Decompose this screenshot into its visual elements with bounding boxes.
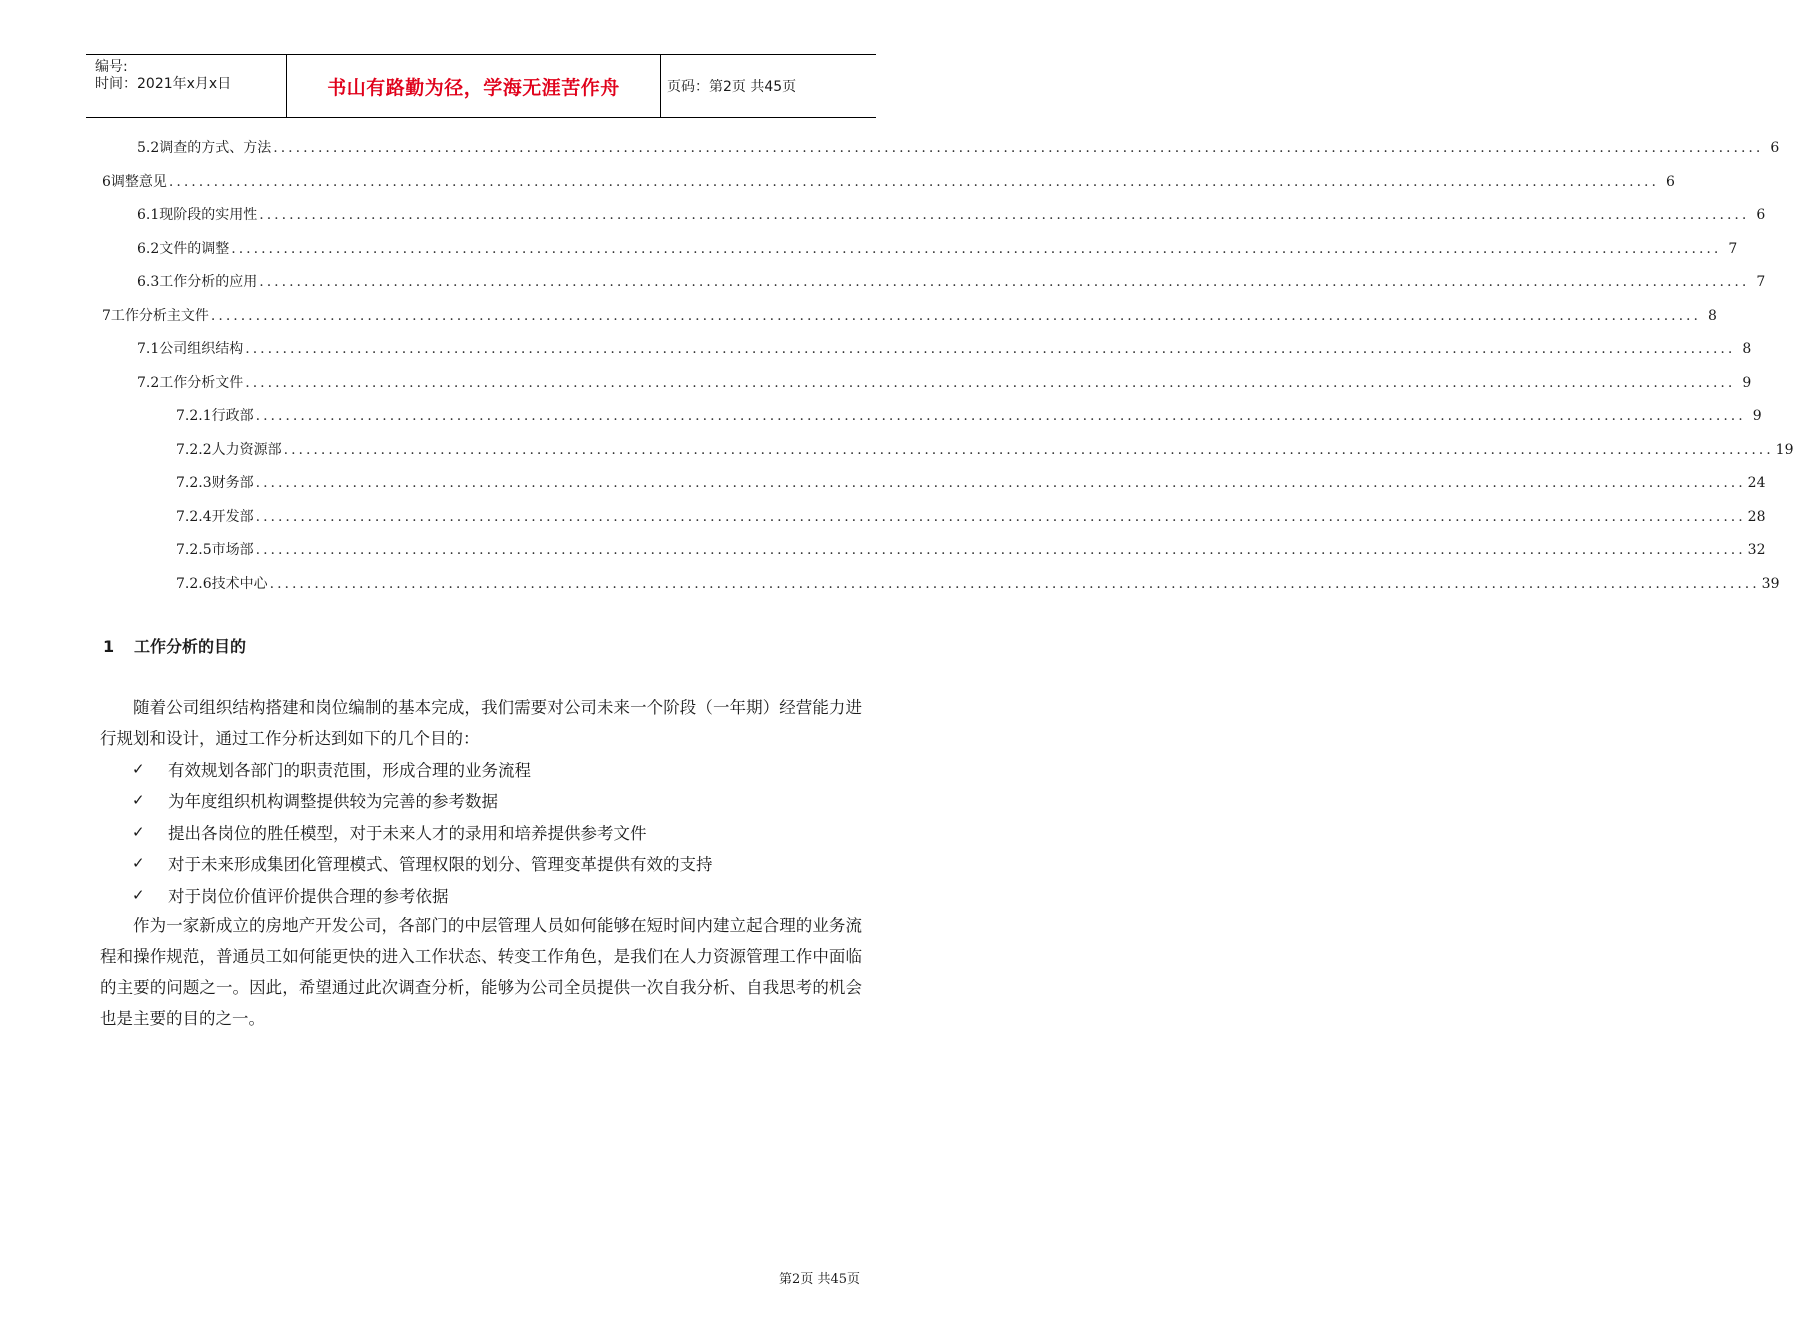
goal-list-item bbox=[132, 816, 862, 848]
toc-leader-dots: ........................................................................................................................................................................................................ bbox=[269, 575, 1760, 592]
toc-entry-title: 公司组织结构 bbox=[159, 341, 244, 357]
toc-leader-dots: ........................................................................................................................................................................................................ bbox=[255, 508, 1746, 525]
toc-entry-number: 7.2.4 bbox=[176, 508, 212, 525]
toc-entry[interactable] bbox=[137, 137, 1780, 159]
section-title: 工作分析的目的 bbox=[134, 637, 247, 656]
toc-entry-title: 工作分析的应用 bbox=[159, 274, 258, 290]
toc-entry-title: 工作分析文件 bbox=[159, 374, 244, 391]
toc-leader-dots: ........................................................................................................................................................................................................ bbox=[273, 140, 1764, 156]
goal-list-item bbox=[132, 879, 862, 911]
toc-entry[interactable] bbox=[102, 305, 1717, 327]
toc-entry[interactable] bbox=[137, 204, 1766, 226]
toc-entry[interactable] bbox=[176, 506, 1766, 528]
toc-entry-number: 7.1 bbox=[137, 341, 160, 357]
toc-entry[interactable] bbox=[137, 338, 1752, 360]
header-meta bbox=[95, 59, 290, 93]
toc-entry-page: 8 bbox=[1708, 307, 1717, 324]
toc-entry-page: 9 bbox=[1742, 374, 1752, 391]
toc-entry-number: 7.2.1 bbox=[176, 408, 212, 424]
goal-text: 对于未来形成集团化管理模式、管理权限的划分、管理变革提供有效的支持 bbox=[168, 855, 713, 875]
toc-entry-number: 6.3 bbox=[137, 274, 160, 290]
closing-text: 作为一家新成立的房地产开发公司，各部门的中层管理人员如何能够在短时间内建立起合理的业务流程和操作规范，普通员工如何能更快的进入工作状态、转变工作角色，是我们在人力资源管理工作中面临的主要的问题之一。因此，希望通过此次调查分析，能够为公司全员提供一次自我分析、自我思考的机会也是主要的目的之一。 bbox=[100, 916, 862, 1028]
toc-entry-title: 现阶段的实用性 bbox=[159, 207, 258, 223]
toc-entry-number: 6.2 bbox=[137, 240, 160, 257]
document-time-label: 时间：2021年x月x日 bbox=[95, 76, 232, 92]
toc-entry-title: 工作分析主文件 bbox=[110, 307, 209, 324]
toc-entry[interactable] bbox=[176, 405, 1762, 427]
header-page-number: 页码：第2页 共45页 bbox=[667, 79, 797, 95]
toc-entry-title: 开发部 bbox=[211, 508, 254, 525]
toc-entry[interactable] bbox=[137, 372, 1752, 394]
toc-entry-title: 市场部 bbox=[211, 542, 254, 558]
goal-text: 为年度组织机构调整提供较为完善的参考数据 bbox=[168, 792, 498, 812]
toc-entry-title: 调查的方式、方法 bbox=[159, 140, 272, 156]
toc-entry-page: 8 bbox=[1742, 341, 1752, 357]
toc-entry-page: 7 bbox=[1756, 274, 1766, 290]
toc-entry-title: 调整意见 bbox=[110, 173, 167, 190]
page-header bbox=[86, 54, 876, 118]
goal-list-item bbox=[132, 785, 862, 817]
intro-text: 随着公司组织结构搭建和岗位编制的基本完成，我们需要对公司未来一个阶段（一年期）经营能力进行规划和设计，通过工作分析达到如下的几个目的： bbox=[100, 698, 862, 748]
toc-leader-dots: ........................................................................................................................................................................................................ bbox=[259, 207, 1750, 223]
goal-list-item bbox=[132, 753, 862, 785]
toc-leader-dots: ........................................................................................................................................................................................................ bbox=[255, 408, 1746, 424]
toc-leader-dots: ........................................................................................................................................................................................................ bbox=[283, 441, 1774, 458]
intro-paragraph bbox=[100, 692, 862, 754]
check-icon: ✓ bbox=[132, 854, 145, 873]
toc-leader-dots: ........................................................................................................................................................................................................ bbox=[255, 475, 1746, 491]
toc-entry-page: 28 bbox=[1747, 508, 1766, 525]
toc-leader-dots: ........................................................................................................................................................................................................ bbox=[210, 307, 1701, 324]
toc-leader-dots: ........................................................................................................................................................................................................ bbox=[245, 374, 1736, 391]
document-number-label: 编号: bbox=[95, 59, 128, 75]
toc-entry-title: 财务部 bbox=[211, 475, 254, 491]
toc-entry-number: 6.1 bbox=[137, 207, 160, 223]
toc-entry[interactable] bbox=[137, 238, 1738, 260]
goal-text: 对于岗位价值评价提供合理的参考依据 bbox=[168, 886, 449, 906]
check-icon: ✓ bbox=[132, 791, 145, 810]
toc-entry-number: 5.2 bbox=[137, 140, 160, 156]
toc-entry-page: 7 bbox=[1728, 240, 1738, 257]
toc-entry-page: 32 bbox=[1747, 542, 1766, 558]
toc-entry-page: 6 bbox=[1756, 207, 1766, 223]
toc-entry-number: 7.2 bbox=[137, 374, 160, 391]
toc-entry[interactable] bbox=[176, 439, 1794, 461]
toc-entry[interactable] bbox=[176, 573, 1780, 595]
toc-entry-title: 行政部 bbox=[211, 408, 254, 424]
toc-entry-number: 7.2.2 bbox=[176, 441, 212, 458]
toc-entry-page: 19 bbox=[1775, 441, 1794, 458]
toc-entry-number: 6 bbox=[102, 173, 111, 190]
goal-list-item bbox=[132, 848, 862, 880]
toc-entry-page: 6 bbox=[1770, 140, 1780, 156]
goal-text: 有效规划各部门的职责范围，形成合理的业务流程 bbox=[168, 760, 531, 780]
toc-leader-dots: ........................................................................................................................................................................................................ bbox=[259, 274, 1750, 290]
toc-entry-page: 24 bbox=[1747, 475, 1766, 491]
toc-entry[interactable] bbox=[137, 271, 1766, 293]
toc-entry-title: 技术中心 bbox=[211, 575, 268, 592]
toc-entry[interactable] bbox=[176, 539, 1766, 561]
header-motto-cell bbox=[286, 55, 661, 117]
toc-leader-dots: ........................................................................................................................................................................................................ bbox=[231, 240, 1722, 257]
toc-entry-title: 人力资源部 bbox=[211, 441, 282, 458]
toc-entry-page: 6 bbox=[1666, 173, 1675, 190]
closing-paragraph bbox=[100, 910, 862, 1034]
section-number: 1 bbox=[103, 637, 115, 656]
check-icon: ✓ bbox=[132, 822, 145, 841]
page-footer: 第2页 共45页 bbox=[779, 1272, 860, 1287]
goal-text: 提出各岗位的胜任模型，对于未来人才的录用和培养提供参考文件 bbox=[168, 823, 647, 843]
header-motto: 书山有路勤为径，学海无涯苦作舟 bbox=[327, 76, 620, 99]
toc-entry-page: 39 bbox=[1761, 575, 1780, 592]
check-icon: ✓ bbox=[132, 885, 145, 904]
toc-entry-number: 7 bbox=[102, 307, 111, 324]
section-heading bbox=[103, 634, 246, 657]
toc-leader-dots: ........................................................................................................................................................................................................ bbox=[255, 542, 1746, 558]
toc-entry[interactable] bbox=[176, 472, 1766, 494]
toc-leader-dots: ........................................................................................................................................................................................................ bbox=[245, 341, 1736, 357]
toc-entry-number: 7.2.5 bbox=[176, 542, 212, 558]
goal-list bbox=[132, 753, 862, 911]
toc-entry[interactable] bbox=[102, 171, 1675, 193]
toc-entry-title: 文件的调整 bbox=[159, 240, 230, 257]
check-icon: ✓ bbox=[132, 759, 145, 778]
toc-leader-dots: ........................................................................................................................................................................................................ bbox=[168, 173, 1659, 190]
toc-entry-page: 9 bbox=[1752, 408, 1762, 424]
toc-entry-number: 7.2.3 bbox=[176, 475, 212, 491]
toc-entry-number: 7.2.6 bbox=[176, 575, 212, 592]
